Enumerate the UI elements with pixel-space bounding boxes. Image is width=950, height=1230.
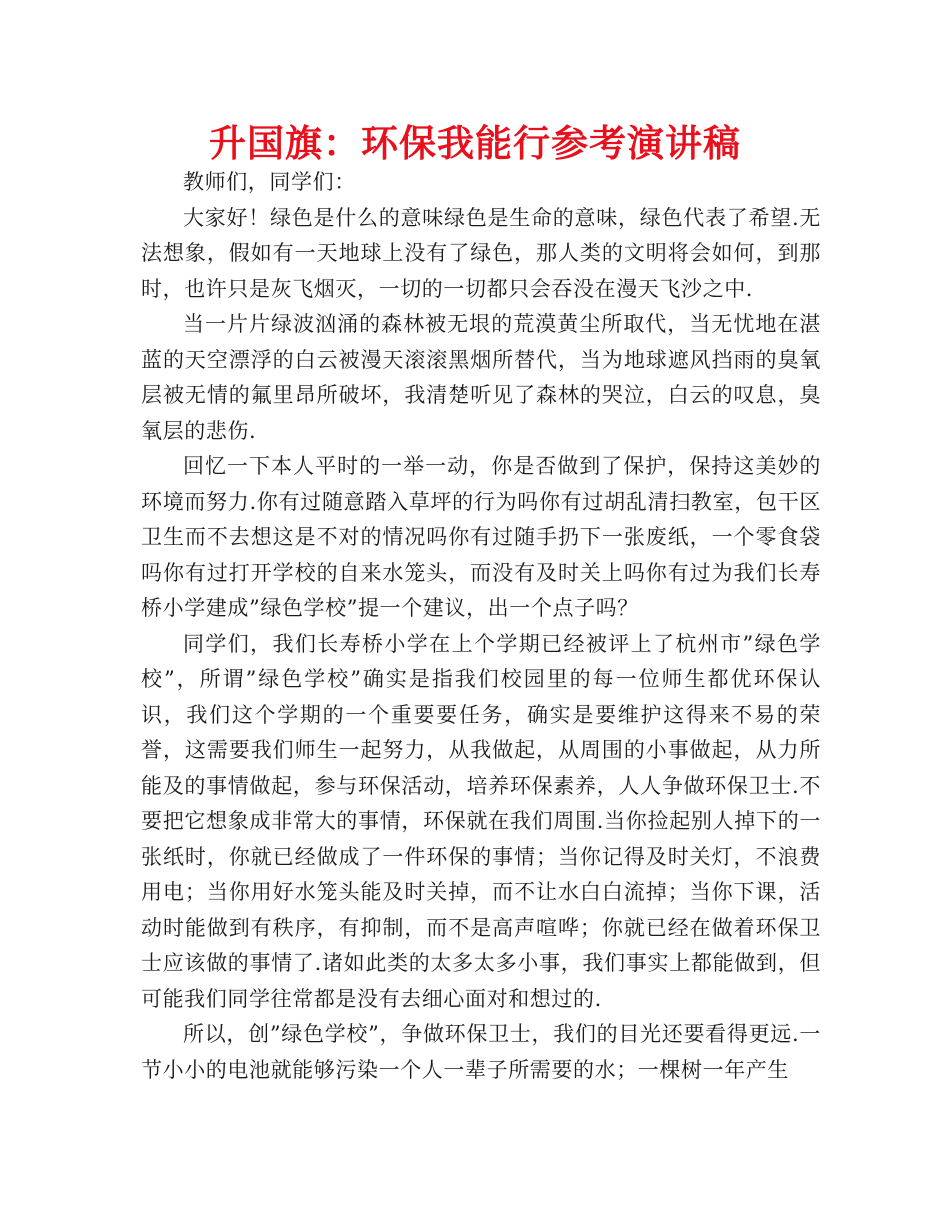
body-paragraph-3: 回忆一下本人平时的一举一动，你是否做到了保护，保持这美妙的环境而努力.你有过随意踏入草坪的行为吗你有过胡乱清扫教室，包干区卫生而不去想这是不对的情况吗你有过随手扔下一张废纸，一个零食袋吗你有过打开学校的自来水笼头，而没有及时关上吗你有过为我们长寿桥小学建成”绿色学校”提一个建议，出一个点子吗？ — [141, 454, 821, 620]
body-paragraph-5: 所以，创”绿色学校”，争做环保卫士，我们的目光还要看得更远.一节小小的电池就能够污染一个人一辈子所需要的水；一棵树一年产生 — [141, 1022, 821, 1082]
document-title: 升国旗：环保我能行参考演讲稿 — [209, 122, 741, 165]
body-paragraph-2: 当一片片绿波汹涌的森林被无垠的荒漠黄尘所取代，当无忧地在湛蓝的天空漂浮的白云被漫天滚滚黑烟所替代，当为地球遮风挡雨的臭氧层被无情的氟里昂所破坏，我清楚听见了森林的哭泣，白云的叹息，臭氧层的悲伤. — [141, 312, 821, 443]
body-paragraph-4: 同学们，我们长寿桥小学在上个学期已经被评上了杭州市”绿色学校”，所谓”绿色学校”确实是指我们校园里的每一位师生都优环保认识，我们这个学期的一个重要要任务，确实是要维护这得来不易的荣誉，这需要我们师生一起努力，从我做起，从周围的小事做起，从力所能及的事情做起，参与环保活动，培养环保素养，人人争做环保卫士.不要把它想象成非常大的事情，环保就在我们周围.当你捡起别人掉下的一张纸时，你就已经做成了一件环保的事情；当你记得及时关灯，不浪费用电；当你用好水笼头能及时关掉，而不让水白白流掉；当你下课，活动时能做到有秩序，有抑制，而不是高声喧哗；你就已经在做着环保卫士应该做的事情了.诸如此类的太多太多小事，我们事实上都能做到，但可能我们同学往常都是没有去细心面对和想过的. — [141, 631, 821, 1011]
document-body — [141, 165, 821, 1088]
body-paragraph-1: 大家好！绿色是什么的意味绿色是生命的意味，绿色代表了希望.无法想象，假如有一天地球上没有了绿色，那人类的文明将会如何，到那时，也许只是灰飞烟灭，一切的一切都只会吞没在漫天飞沙之中. — [141, 205, 821, 301]
greeting-paragraph: 教师们，同学们： — [183, 170, 356, 194]
